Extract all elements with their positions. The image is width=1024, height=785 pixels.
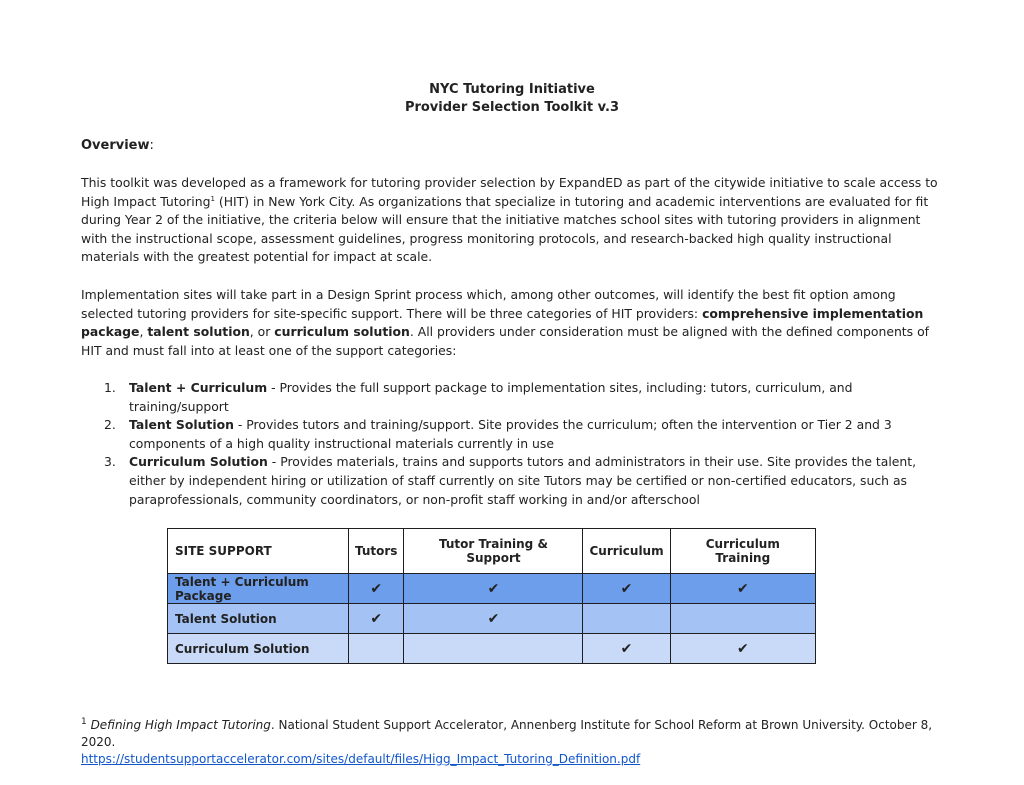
site-support-table <box>167 528 816 664</box>
list-item-text: - Provides materials, trains and supports tutors and administrators in their use. Site provides the talent, either by independent hiring or utilization of staff currently on site Tutors may be certified or non-certified educators, such as paraprofessionals, community coordinators, or non-profit staff working in and/or afterschool <box>129 454 917 507</box>
header-tutors: Tutors <box>349 529 404 574</box>
list-item <box>100 416 940 453</box>
footnote-title: Defining High Impact Tutoring <box>90 718 271 732</box>
overview-heading <box>81 137 154 155</box>
table-header-row <box>168 529 816 574</box>
check-icon: ✔ <box>349 604 404 634</box>
table-row <box>168 574 816 604</box>
check-icon: ✔ <box>404 604 583 634</box>
header-site-support: SITE SUPPORT <box>168 529 349 574</box>
overview-label: Overview <box>81 138 150 153</box>
empty-cell <box>349 634 404 664</box>
intro-text-b: (HIT) in New York City. As organizations that specialize in tutoring and academic interventions are evaluated for fit during Year 2 of the initiative, the criteria below will ensure that the initiative matches school sites with tutoring providers in alignment with the instructional scope, assessment guidelines, progress monitoring protocols, and research-backed high quality instructional materials with the greatest potential for impact at scale. <box>81 193 929 265</box>
list-number: 1. <box>104 380 116 395</box>
empty-cell <box>583 604 670 634</box>
categories-text-b: . All providers under consideration must be aligned with the defined components of HIT and must fall into at least one of the support categories: <box>81 324 930 358</box>
document-title <box>0 81 1024 117</box>
categories-paragraph <box>81 286 947 360</box>
row-label: Talent Solution <box>168 604 349 634</box>
list-item-text: - Provides tutors and training/support. Site provides the curriculum; often the intervention or Tier 2 and 3 components of a high quality instructional materials currently in use <box>129 417 892 451</box>
header-curriculum: Curriculum <box>583 529 670 574</box>
row-label: Curriculum Solution <box>168 634 349 664</box>
empty-cell <box>670 604 815 634</box>
list-item-title: Talent Solution <box>129 417 234 433</box>
intro-text-a: This toolkit was developed as a framework for tutoring provider selection by ExpandED as part of the citywide initiative to scale access to High Impact Tutoring <box>81 175 938 209</box>
overview-colon: : <box>149 138 154 153</box>
table-row <box>168 604 816 634</box>
table-row <box>168 634 816 664</box>
check-icon: ✔ <box>349 574 404 604</box>
list-item <box>100 379 940 416</box>
list-item-text: - Provides the full support package to implementation sites, including: tutors, curriculum, and training/support <box>129 380 853 414</box>
list-item <box>100 453 940 509</box>
category-talent: talent solution <box>147 324 250 340</box>
footnote <box>81 717 961 768</box>
row-label: Talent + Curriculum Package <box>168 574 349 604</box>
footnote-ref[interactable]: 1 <box>210 194 215 203</box>
list-number: 3. <box>104 454 116 470</box>
header-curriculum-training: Curriculum Training <box>670 529 815 574</box>
header-tutor-training: Tutor Training & Support <box>404 529 583 574</box>
footnote-citation <box>81 717 961 751</box>
sep-1: , <box>139 324 148 340</box>
footnote-link[interactable]: https://studentsupportaccelerator.com/sites/default/files/Higg_Impact_Tutoring_Definition.pdf <box>81 752 641 766</box>
category-comprehensive: comprehensive implementation package <box>81 305 924 340</box>
provider-categories-list <box>100 379 940 509</box>
title-line-2: Provider Selection Toolkit v.3 <box>404 100 620 115</box>
footnote-text: . National Student Support Accelerator, Annenberg Institute for School Reform at Brown University. October 8, 2020. <box>81 718 933 749</box>
check-icon: ✔ <box>670 574 815 604</box>
category-curriculum: curriculum solution <box>274 324 410 340</box>
title-line-1: NYC Tutoring Initiative <box>429 82 595 97</box>
list-number: 2. <box>104 417 116 433</box>
categories-text-a: Implementation sites will take part in a Design Sprint process which, among other outcomes, will identify the best fit option among selected tutoring providers for site-specific support. There will be three categories of HIT providers: <box>81 287 896 321</box>
empty-cell <box>404 634 583 664</box>
list-item-title: Curriculum Solution <box>129 454 268 470</box>
list-item-title: Talent + Curriculum <box>129 380 268 395</box>
sep-2: , or <box>249 324 275 340</box>
check-icon: ✔ <box>583 634 670 664</box>
check-icon: ✔ <box>670 634 815 664</box>
intro-paragraph <box>81 174 947 267</box>
check-icon: ✔ <box>583 574 670 604</box>
check-icon: ✔ <box>404 574 583 604</box>
footnote-number: 1 <box>81 717 87 727</box>
